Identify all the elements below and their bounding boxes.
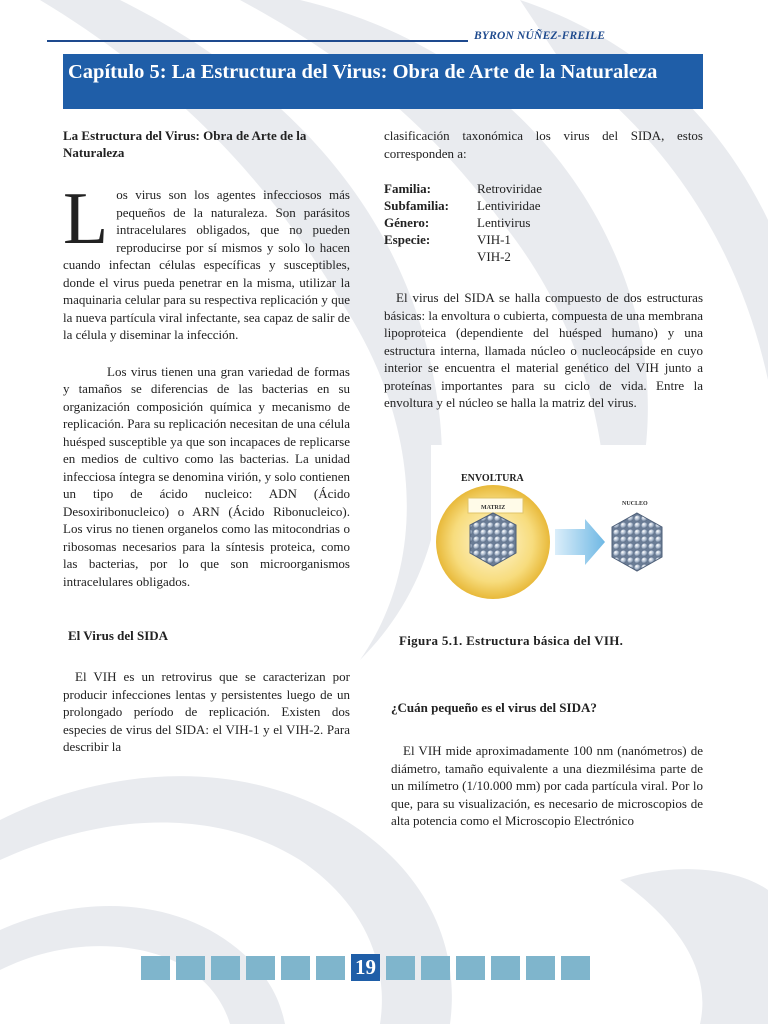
footer-square [456, 956, 485, 980]
page-number: 19 [351, 954, 380, 981]
figure-caption: Figura 5.1. Estructura básica del VIH. [399, 633, 624, 648]
taxonomy-value: Retroviridae [477, 181, 542, 196]
paragraph-variety: Los virus tienen una gran variedad de formas y tamaños se diferencias de las bacterias en su organización composición química y mecanismo de replicación. Para su replicación necesitan de una célula huésped susceptible ya que son incapaces de replicarse en medios de cultivo como las bacterias. La unidad infecciosa íntegra se denomina virión, y solo contienen un tipo de ácido nucleico: ADN (Ácido Desoxiribonucleico) o ARN (Ácido Ribonucleico). Los virus no tienen organelos como las mitocondrias o ribosomas necesarios para la síntesis proteica, como las bacterias, por lo que son microorganismos intracelulares obligados. [63, 363, 350, 589]
footer-square [176, 956, 205, 980]
header-rule [47, 40, 468, 42]
footer-square [526, 956, 555, 980]
footer-square [246, 956, 275, 980]
footer-square [141, 956, 170, 980]
right-column-lower [391, 699, 703, 830]
nucleus-shape [612, 513, 662, 571]
footer-square [491, 956, 520, 980]
footer-square [386, 956, 415, 980]
section-title-structure: La Estructura del Virus: Obra de Arte de la Naturaleza [63, 128, 307, 160]
taxonomy-value: Lentiviridae [477, 198, 541, 213]
taxonomy-label: Familia: [384, 181, 431, 196]
taxonomy-value: VIH-1 [477, 232, 511, 247]
taxonomy-label [384, 248, 477, 265]
matrix-label: MATRIZ [481, 505, 506, 511]
figure-vih-structure [431, 445, 671, 617]
vih-structure-illustration [431, 445, 671, 617]
footer-square [211, 956, 240, 980]
taxonomy-label: Subfamilia: [384, 198, 450, 213]
footer-square [316, 956, 345, 980]
taxonomy-value: VIH-2 [477, 249, 511, 264]
intro-paragraph-text: os virus son los agentes infecciosos más pequeños de la naturaleza. Son parásitos intracelulares obligados, que no pueden reproducirse por sí mismos y solo lo hacen cuando infectan células específicas y susceptibles, donde el virus pueda penetrar en la misma, utilizar la maquinaria celular para su respectiva replicación y que la nueva partícula viral infectante, sea capaz de salir de la célula y diseminar la infección. [63, 187, 350, 342]
taxonomy-label: Especie: [384, 232, 431, 247]
taxonomy-label: Género: [384, 215, 430, 230]
section-title-sida: El Virus del SIDA [68, 628, 169, 643]
left-column [63, 127, 350, 756]
paragraph-structure: El virus del SIDA se halla compuesto de dos estructuras básicas: la envoltura o cubierta, compuesta de una membrana lipoproteica (dependiente del huésped humano) y una estructura interna, llamada núcleo o nucleocápside en cuyo interior se encuentra el material genético del VIH junto a proteínas importantes para su ciclo de vida. Entre la envoltura y el núcleo se halla la matriz del virus. [384, 290, 703, 410]
page-footer-bar [141, 954, 590, 981]
envelope-label: ENVOLTURA [461, 473, 524, 484]
arrow-icon [555, 519, 605, 565]
nucleus-label: NUCLEO [622, 501, 648, 507]
section-title-size: ¿Cuán pequeño es el virus del SIDA? [391, 700, 597, 715]
taxonomy-list [384, 180, 703, 265]
paragraph-size: El VIH mide aproximadamente 100 nm (nanómetros) de diámetro, tamaño equivalente a una diezmilésima parte de un milímetro (1/10.000 mm) por cada partícula viral. Por lo que, para su visualización, es necesario de microscopios de alta potencia como el Microscopio Electrónico [391, 743, 703, 828]
footer-square [281, 956, 310, 980]
author-name: BYRON NÚÑEZ-FREILE [474, 30, 606, 42]
paragraph-classification: clasificación taxonómica los virus del SIDA, estos corresponden a: [384, 128, 703, 161]
footer-square [561, 956, 590, 980]
drop-cap: L [63, 178, 109, 260]
taxonomy-value: Lentivirus [477, 215, 531, 230]
footer-square [421, 956, 450, 980]
paragraph-vih: El VIH es un retrovirus que se caracterizan por producir infecciones lentas y persistentes luego de un prolongado período de replicación. Existen dos especies de virus del SIDA: el VIH-1 y el VIH-2. Para describir la [63, 669, 350, 754]
chapter-title: Capítulo 5: La Estructura del Virus: Obra de Arte de la Naturaleza [63, 54, 703, 109]
intro-paragraph [63, 178, 350, 344]
right-column [384, 127, 703, 412]
